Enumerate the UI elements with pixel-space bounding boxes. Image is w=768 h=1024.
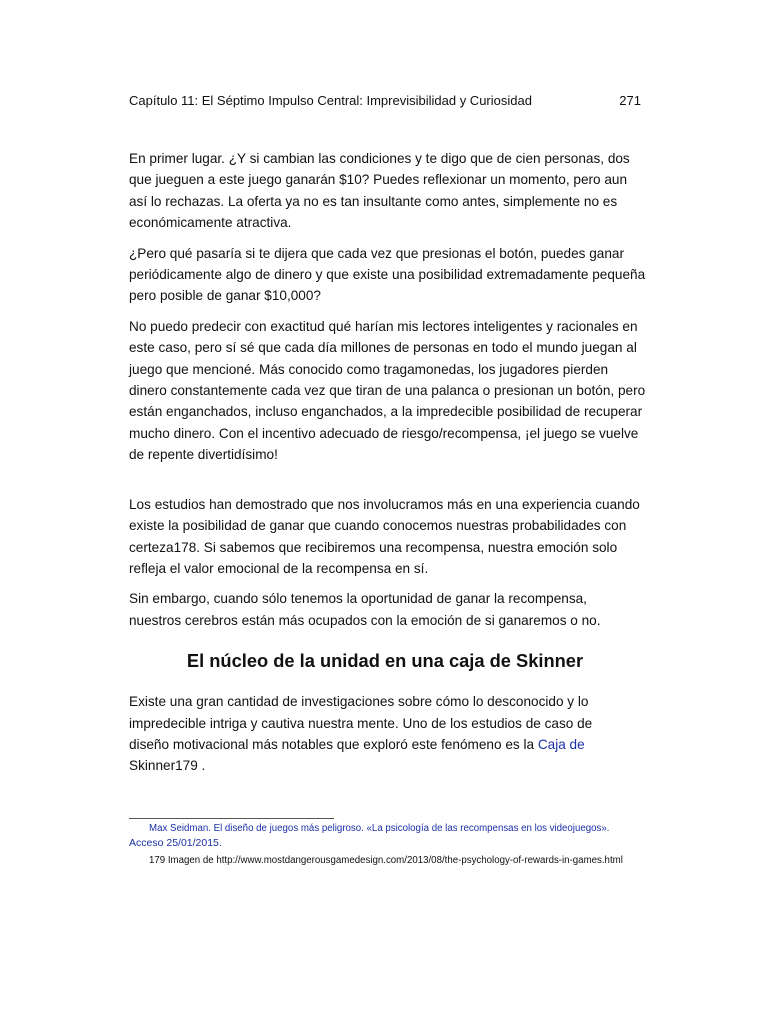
footnote-179-text: 179 Imagen de http://www.mostdangerousgamedesign.com/2013/08/the-psychology-of-rewards-in-games.html <box>149 855 623 866</box>
footnote-179 <box>129 853 649 868</box>
paragraph-6-tail: Skinner179 . <box>129 758 206 774</box>
footnote-178-text[interactable]: Max Seidman. El diseño de juegos más peligroso. «La psicología de las recompensas en los videojuegos». <box>149 823 610 834</box>
footnotes <box>129 821 649 868</box>
paragraph-3: No puedo predecir con exactitud qué harían mis lectores inteligentes y racionales en este caso, pero sí sé que cada día millones de personas en todo el mundo juegan al juego que mencioné. Más conocido como tragamonedas, los jugadores pierden dinero constantemente cada vez que tiran de una palanca o presionan un botón, pero están enganchados, incluso enganchados, a la impredecible posibilidad de recuperar mucho dinero. Con el incentivo adecuado de riesgo/recompensa, ¡el juego se vuelve de repente divertidísimo! <box>129 318 646 463</box>
paragraph-1: En primer lugar. ¿Y si cambian las condiciones y te digo que de cien personas, dos que jueguen a este juego ganarán $10? Puedes reflexionar un momento, pero aun así lo rechazas. La oferta ya no es tan insultante como antes, simplemente no es económicamente atractiva. <box>129 151 630 231</box>
page-number: 271 <box>619 93 641 108</box>
footnote-178 <box>129 821 649 851</box>
paragraph-4: Los estudios han demostrado que nos involucramos más en una experiencia cuando existe la posibilidad de ganar que cuando conocemos nuestras probabilidades con certeza178. Si sabemos que recibiremos una recompensa, nuestra emoción solo refleja el valor emocional de la recompensa en sí. <box>129 496 640 576</box>
paragraph-2: ¿Pero qué pasaría si te dijera que cada vez que presionas el botón, puedes ganar periódicamente algo de dinero y que existe una posibilidad extremadamente pequeña pero posible de ganar $10,000? <box>129 245 646 304</box>
paragraph-5: Sin embargo, cuando sólo tenemos la oportunidad de ganar la recompensa, nuestros cerebros están más ocupados con la emoción de si ganaremos o no. <box>129 591 601 628</box>
paragraph-6-text: Existe una gran cantidad de investigaciones sobre cómo lo desconocido y lo impredecible intriga y cautiva nuestra mente. Uno de los estudios de caso de diseño motivacional más notables que exploró este fenómeno es la <box>129 694 593 752</box>
footnote-divider <box>129 818 334 819</box>
section-heading: El núcleo de la unidad en una caja de Skinner <box>186 650 584 672</box>
page-body <box>129 148 669 786</box>
paragraph-6 <box>129 691 629 777</box>
footnote-178-access: Acceso 25/01/2015. <box>129 837 222 849</box>
skinner-box-link[interactable]: Caja de <box>537 736 585 752</box>
chapter-title: Capítulo 11: El Séptimo Impulso Central: Imprevisibilidad y Curiosidad <box>129 93 532 108</box>
